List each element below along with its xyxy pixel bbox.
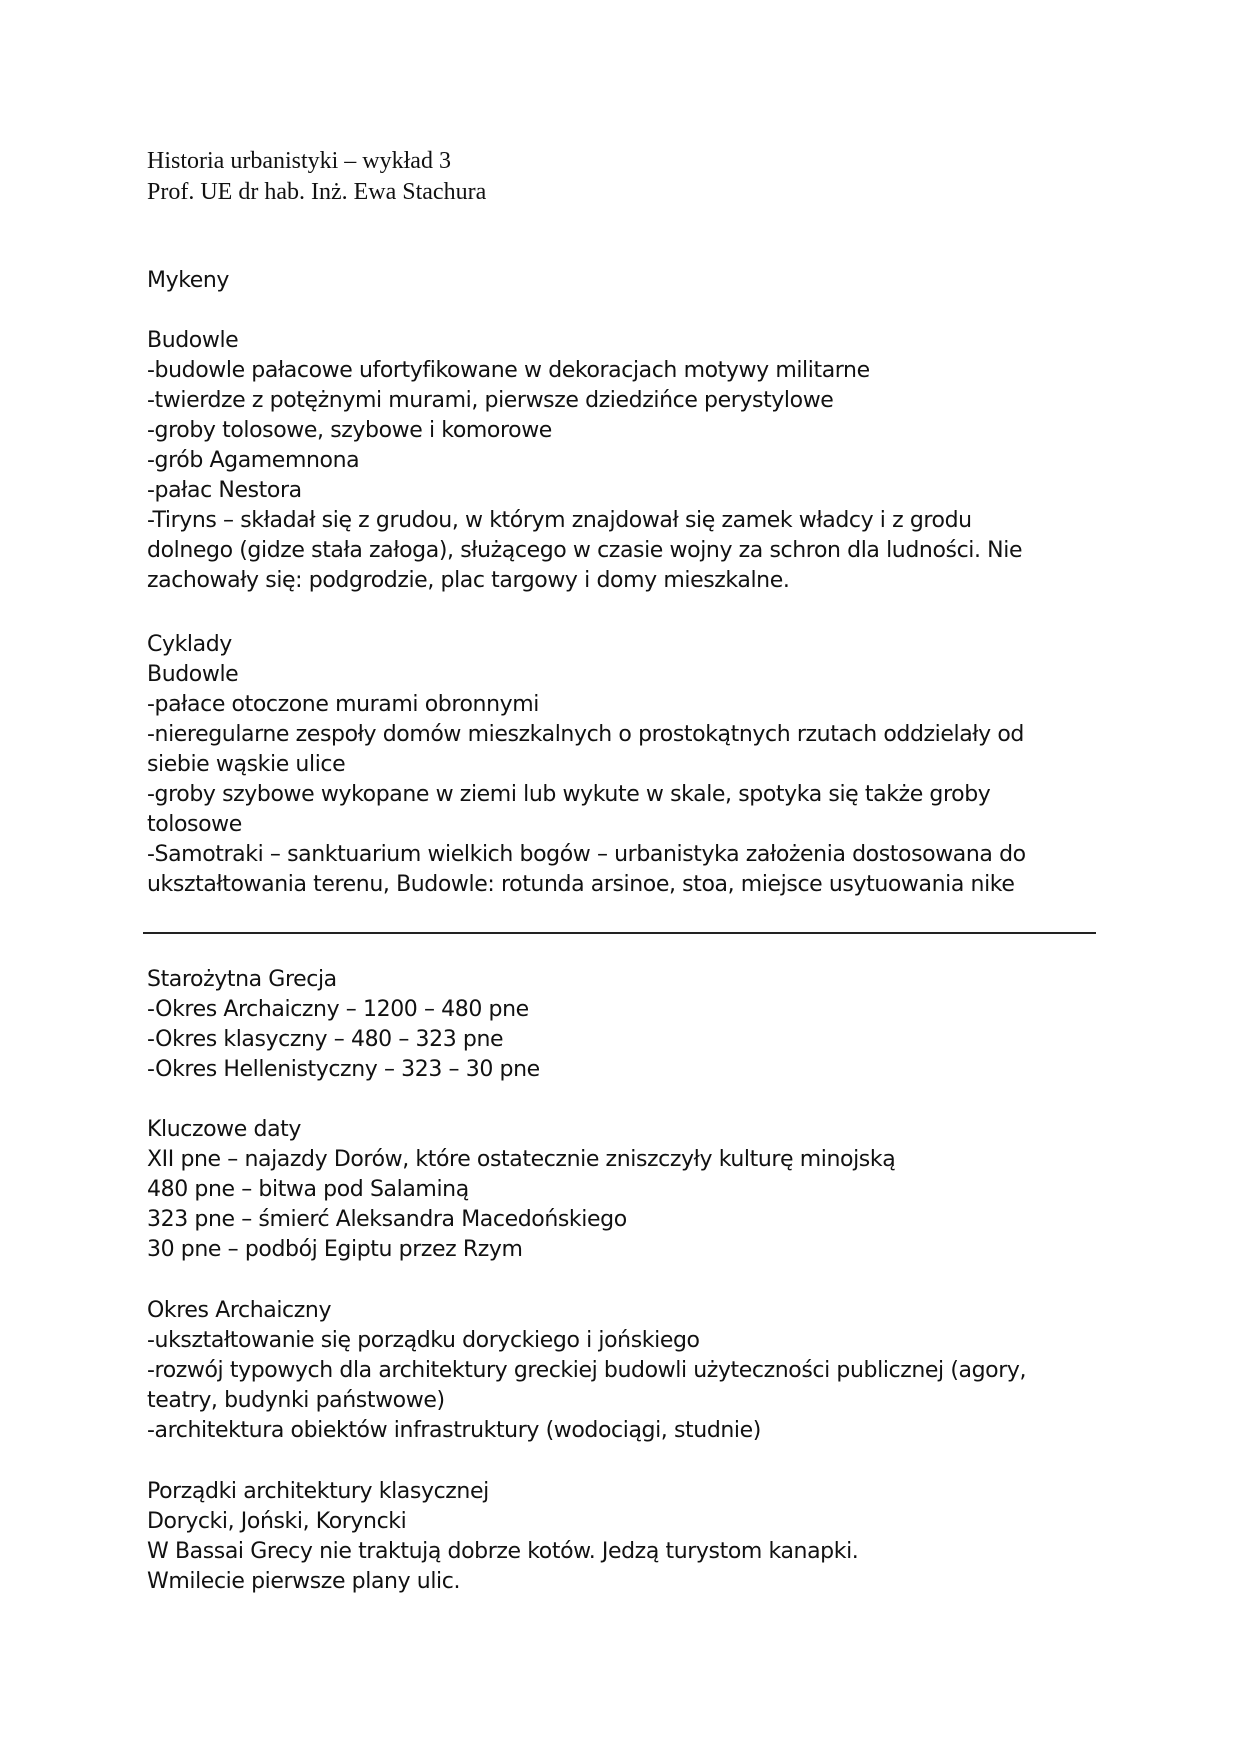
horizontal-divider bbox=[143, 932, 1096, 934]
section-kluczowe-daty bbox=[147, 1115, 1097, 1265]
text-line: Wmilecie pierwsze plany ulic. bbox=[147, 1569, 461, 1594]
section-subheading: Budowle bbox=[147, 328, 239, 353]
section-subheading: Budowle bbox=[147, 662, 239, 687]
text-line: zachowały się: podgrodzie, plac targowy i domy mieszkalne. bbox=[147, 568, 790, 593]
text-line: -groby tolosowe, szybowe i komorowe bbox=[147, 418, 552, 443]
section-heading: Porządki architektury klasycznej bbox=[147, 1479, 489, 1504]
document-header bbox=[147, 146, 486, 208]
text-line: ukształtowania terenu, Budowle: rotunda arsinoe, stoa, miejsce usytuowania nike bbox=[147, 872, 1015, 897]
section-okres-archaiczny bbox=[147, 1296, 1097, 1446]
document-author: Prof. UE dr hab. Inż. Ewa Stachura bbox=[147, 179, 487, 205]
text-line: -budowle pałacowe ufortyfikowane w dekoracjach motywy militarne bbox=[147, 358, 870, 383]
text-line: -architektura obiektów infrastruktury (wodociągi, studnie) bbox=[147, 1418, 761, 1443]
text-line: -groby szybowe wykopane w ziemi lub wykute w skale, spotyka się także groby bbox=[147, 782, 991, 807]
text-line: XII pne – najazdy Dorów, które ostatecznie zniszczyły kulturę minojską bbox=[147, 1147, 896, 1172]
text-line: -pałac Nestora bbox=[147, 478, 302, 503]
text-line: -twierdze z potężnymi murami, pierwsze dziedzińce perystylowe bbox=[147, 388, 834, 413]
text-line: tolosowe bbox=[147, 812, 242, 837]
text-line: Dorycki, Joński, Koryncki bbox=[147, 1509, 407, 1534]
section-heading: Mykeny bbox=[147, 268, 230, 293]
section-heading: Cyklady bbox=[147, 632, 232, 657]
text-line: -nieregularne zespoły domów mieszkalnych o prostokątnych rzutach oddzielały od bbox=[147, 722, 1024, 747]
text-line: siebie wąskie ulice bbox=[147, 752, 346, 777]
section-starozytna-grecja bbox=[147, 965, 1097, 1085]
text-line: -rozwój typowych dla architektury greckiej budowli użyteczności publicznej (agory, bbox=[147, 1358, 1027, 1383]
text-line: W Bassai Grecy nie traktują dobrze kotów. Jedzą turystom kanapki. bbox=[147, 1539, 859, 1564]
text-line: -Okres klasyczny – 480 – 323 pne bbox=[147, 1027, 504, 1052]
section-cyklady bbox=[147, 630, 1097, 900]
text-line: -grób Agamemnona bbox=[147, 448, 360, 473]
document-title: Historia urbanistyki – wykład 3 bbox=[147, 148, 451, 174]
text-line: 30 pne – podbój Egiptu przez Rzym bbox=[147, 1237, 523, 1262]
text-line: -Tiryns – składał się z grudou, w którym znajdował się zamek władcy i z grodu bbox=[147, 508, 972, 533]
text-line: teatry, budynki państwowe) bbox=[147, 1388, 445, 1413]
text-line: dolnego (gidze stała załoga), służącego w czasie wojny za schron dla ludności. Nie bbox=[147, 538, 1023, 563]
text-line: 480 pne – bitwa pod Salaminą bbox=[147, 1177, 469, 1202]
text-line: -pałace otoczone murami obronnymi bbox=[147, 692, 539, 717]
text-line: -Samotraki – sanktuarium wielkich bogów – urbanistyka założenia dostosowana do bbox=[147, 842, 1026, 867]
section-heading: Starożytna Grecja bbox=[147, 967, 337, 992]
section-porzadki bbox=[147, 1477, 1097, 1597]
text-line: -Okres Archaiczny – 1200 – 480 pne bbox=[147, 997, 529, 1022]
text-line: -ukształtowanie się porządku doryckiego i jońskiego bbox=[147, 1328, 700, 1353]
section-heading: Kluczowe daty bbox=[147, 1117, 301, 1142]
text-line: -Okres Hellenistyczny – 323 – 30 pne bbox=[147, 1057, 540, 1082]
section-heading: Okres Archaiczny bbox=[147, 1298, 332, 1323]
section-mykeny bbox=[147, 266, 1097, 596]
text-line: 323 pne – śmierć Aleksandra Macedońskiego bbox=[147, 1207, 627, 1232]
